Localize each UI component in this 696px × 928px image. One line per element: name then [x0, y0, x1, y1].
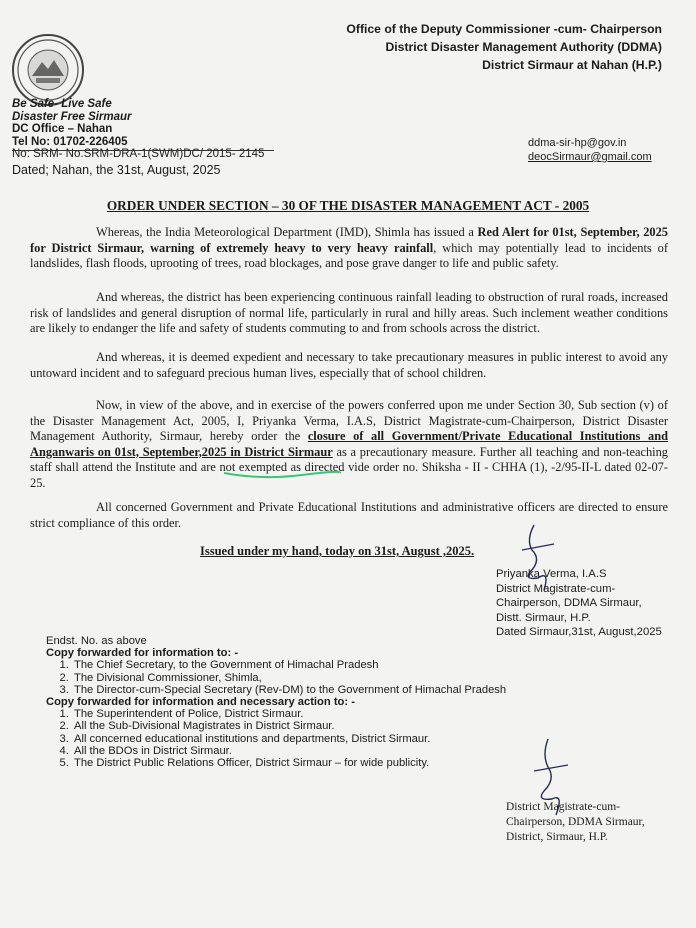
para1-text-a: Whereas, the India Meteorological Department (IMD), Shimla has issued a [96, 225, 478, 239]
signatory-designation: District Magistrate-cum- [496, 582, 616, 595]
signatory2-district: District, Sirmaur, H.P. [506, 831, 608, 843]
header-line-1: Office of the Deputy Commissioner -cum- Chairperson [346, 22, 662, 36]
green-highlight-mark [222, 468, 342, 480]
para4-text-c: as a precautionary measure. Further all teaching and non-teaching staff shall attend the Institute and are not exempted as directed vide order no. Shiksha - II - CHHA (1), -2/95-II-L dated 02-07-25. [30, 444, 668, 490]
email-block [528, 136, 652, 164]
copy-heading-action: Copy forwarded for information and necessary action to: - [46, 696, 355, 709]
para1-text-c: , which may potentially lead to incidents of landslides, flash floods, uprooting of trees, road blockages, and pose grave danger to life and public safety. [30, 240, 668, 270]
slogan-disaster-free: Disaster Free Sirmaur [12, 110, 132, 123]
paragraph-rainfall [30, 290, 668, 337]
order-dated: Dated; Nahan, the 31st, August, 2025 [12, 162, 221, 177]
paragraph-compliance [30, 500, 668, 531]
email-deo: deocSirmaur@gmail.com [528, 151, 652, 163]
copy-list-action [46, 708, 516, 769]
paragraph-order [30, 398, 668, 491]
endorsement-block [46, 635, 516, 769]
order-title [0, 198, 696, 214]
list-item: 2. All the Sub-Divisional Magistrates in District Sirmaur. [72, 720, 516, 732]
signatory-name: Priyanka Verma, I.A.S [496, 568, 607, 580]
signatory2-chairperson: Chairperson, DDMA Sirmaur, [506, 816, 645, 828]
list-item: 1. The Chief Secretary, to the Government of Himachal Pradesh [72, 659, 516, 671]
signature-block [496, 567, 662, 640]
signatory2-designation: District Magistrate-cum- [506, 801, 621, 813]
para1-red-alert: Red Alert for 01st, September, 2025 for District Sirmaur, warning of extremely heavy to very heavy rainfall [30, 225, 668, 255]
list-item: 4. All the BDOs in District Sirmaur. [72, 745, 516, 757]
signatory-dated: Dated Sirmaur,31st, August,2025 [496, 626, 662, 638]
header-line-2: District Disaster Management Authority (DDMA) [385, 40, 662, 54]
list-item: 3. The Director-cum-Special Secretary (Rev-DM) to the Government of Himachal Pradesh [72, 684, 516, 696]
list-item: 1. The Superintendent of Police, District Sirmaur. [72, 708, 516, 720]
ddma-seal-emblem [12, 34, 84, 106]
para5-text: All concerned Government and Private Educational Institutions and administrative officers are directed to ensure strict compliance of this order. [30, 500, 668, 530]
left-info-block [12, 98, 264, 176]
paragraph-precaution [30, 350, 668, 381]
copy-heading-information: Copy forwarded for information to: - [46, 647, 239, 660]
signatory-chairperson: Chairperson, DDMA Sirmaur, [496, 597, 642, 609]
email-ddma: ddma-sir-hp@gov.in [528, 137, 627, 149]
copy-list-information [46, 659, 516, 696]
para4-text-a: Now, in view of the above, and in exercise of the powers conferred upon me under Section 30, Sub section (v) of the Disaster Management Act, 2005, I, Priyanka Verma, I.A.S, District Magistrate-cum-Chairperson, District Disaster Management Authority, Sirmaur, hereby order the [30, 398, 668, 443]
paragraph-red-alert [30, 225, 668, 272]
order-title-text: ORDER UNDER SECTION – 30 OF THE DISASTER MANAGEMENT ACT - 2005 [106, 198, 590, 213]
endst-no: Endst. No. as above [46, 635, 147, 647]
issued-statement: Issued under my hand, today on 31st, August ,2025. [200, 544, 475, 558]
office-header [346, 20, 662, 74]
order-no-underline [12, 150, 274, 151]
para4-closure-order: closure of all Government/Private Educational Institutions and Anganwaris on 01st, September,2025 in District Sirmaur [30, 429, 668, 459]
list-item: 5. The District Public Relations Officer, District Sirmaur – for wide publicity. [72, 757, 516, 769]
tel-no: Tel No: 01702-226405 [12, 135, 128, 148]
signatory-district: Distt. Sirmaur, H.P. [496, 611, 591, 624]
dc-office: DC Office – Nahan [12, 123, 113, 135]
order-number: No: SRM- No.SRM-DRA-1(SWM)DC/ 2015- 2145 [12, 148, 265, 160]
list-item: 3. All concerned educational institutions and departments, District Sirmaur. [72, 733, 516, 745]
para3-text: And whereas, it is deemed expedient and necessary to take precautionary measures in public interest to avoid any untoward incident and to safeguard precious human lives, especially that of school children. [30, 350, 668, 380]
header-line-3: District Sirmaur at Nahan (H.P.) [482, 58, 662, 72]
slogan-safe: Be Safe- Live Safe [12, 98, 112, 110]
signature-block-2 [506, 800, 645, 845]
para2-text: And whereas, the district has been experiencing continuous rainfall leading to obstruction of rural roads, increased risk of landslides and general disruption of normal life, particularly in rural and hilly areas. Such inclement weather conditions are likely to endanger the life and safety of students commuting to and from schools across the district. [30, 290, 668, 335]
list-item: 2. The Divisional Commissioner, Shimla, [72, 672, 516, 684]
